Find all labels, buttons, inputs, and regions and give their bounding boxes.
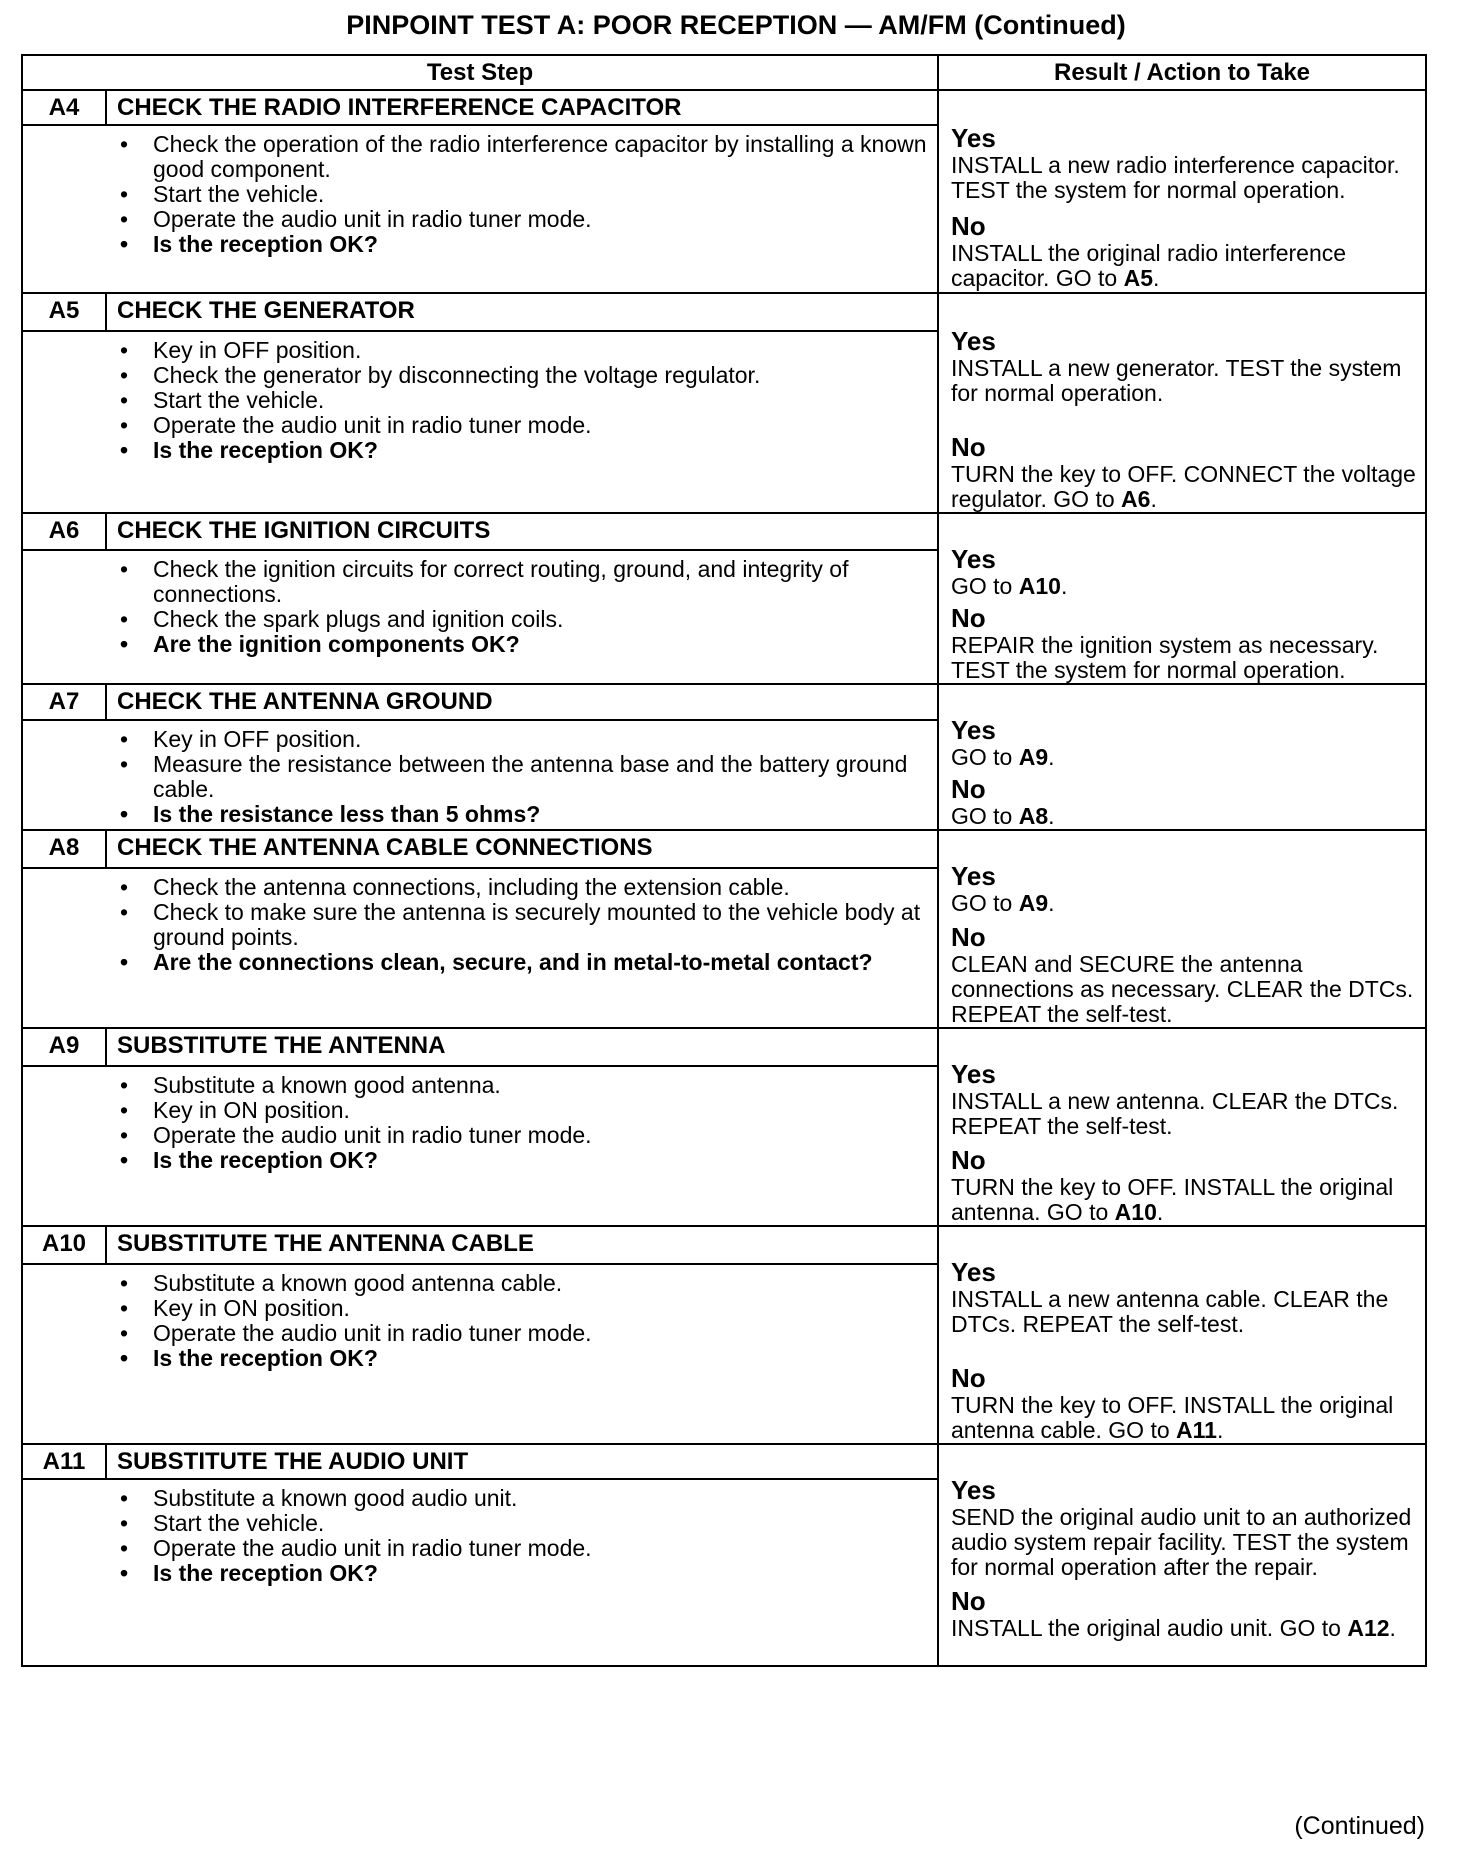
yes-label: Yes [951,715,996,745]
step-bullet: • Operate the audio unit in radio tuner mode. [153,1123,937,1148]
step-bullet: • Check the antenna connections, including the extension cable. [153,875,937,900]
step-id: A6 [22,513,106,550]
step-id: A5 [22,293,106,331]
no-action-text: REPAIR the ignition system as necessary. TEST the system for normal operation. [951,632,1379,683]
step-bullet: • Operate the audio unit in radio tuner mode. [153,413,937,438]
table-header-row [22,55,1426,90]
yes-action-text: INSTALL a new radio interference capacitor. TEST the system for normal operation. [951,152,1400,203]
step-bullet: • Key in ON position. [153,1296,937,1321]
yes-action [951,1505,1417,1580]
step-result [938,1444,1426,1666]
no-step-ref: A10 [1114,1199,1157,1225]
result-content [951,831,1417,1027]
step-title-row [22,1226,1426,1264]
no-label: No [951,774,986,804]
step-result [938,830,1426,1028]
step-result [938,513,1426,684]
yes-label: Yes [951,1059,996,1089]
step-bullets [23,1271,937,1371]
step-title: CHECK THE RADIO INTERFERENCE CAPACITOR [106,90,938,125]
yes-action-text: GO to [951,744,1013,770]
step-bullets [23,727,937,827]
yes-action-text: INSTALL a new antenna. CLEAR the DTCs. REPEAT the self-test. [951,1088,1399,1139]
yes-step-ref: A9 [1018,744,1049,770]
step-result [938,90,1426,293]
no-action-end: . [1389,1615,1396,1641]
header-result: Result / Action to Take [938,55,1426,90]
step-question: • Is the resistance less than 5 ohms? [153,802,937,827]
step-bullet: • Substitute a known good antenna cable. [153,1271,937,1296]
yes-label: Yes [951,326,996,356]
yes-label: Yes [951,1475,996,1505]
step-question: • Is the reception OK? [153,1148,937,1173]
no-action [951,1616,1417,1641]
no-label: No [951,603,986,633]
step-body [22,331,938,513]
no-label: No [951,432,986,462]
result-content [951,514,1417,683]
no-action-text: TURN the key to OFF. INSTALL the original antenna cable. GO to [951,1392,1394,1443]
step-bullet: • Check to make sure the antenna is securely mounted to the vehicle body at ground points. [153,900,937,950]
step-bullet: • Check the ignition circuits for correct routing, ground, and integrity of connections. [153,557,937,607]
step-body [22,125,938,293]
no-action-end: . [1153,265,1160,291]
step-title-row [22,293,1426,331]
no-action [951,804,1417,829]
no-label: No [951,1363,986,1393]
yes-action [951,1287,1417,1337]
no-label: No [951,211,986,241]
step-bullets [23,557,937,657]
step-body [22,720,938,830]
step-id: A10 [22,1226,106,1264]
yes-action-end: . [1060,573,1068,599]
result-content [951,91,1417,291]
step-bullet: • Operate the audio unit in radio tuner mode. [153,1536,937,1561]
no-action-end: . [1048,803,1055,829]
step-bullet: • Start the vehicle. [153,182,937,207]
step-bullets [23,1486,937,1586]
step-bullets [23,338,937,463]
step-bullet: • Substitute a known good antenna. [153,1073,937,1098]
yes-action-text: GO to [951,890,1013,916]
step-title-row [22,513,1426,550]
no-step-ref: A5 [1123,265,1153,291]
step-title: SUBSTITUTE THE ANTENNA CABLE [106,1226,938,1264]
step-bullet: • Operate the audio unit in radio tuner mode. [153,1321,937,1346]
no-action-end: . [1150,486,1157,512]
yes-label: Yes [951,123,996,153]
step-bullet: • Key in OFF position. [153,338,937,363]
yes-action-text: GO to [951,573,1013,599]
step-id: A4 [22,90,106,125]
step-body [22,1264,938,1444]
step-title: CHECK THE ANTENNA CABLE CONNECTIONS [106,830,938,868]
step-title: SUBSTITUTE THE AUDIO UNIT [106,1444,938,1479]
step-question: • Is the reception OK? [153,1561,937,1586]
yes-action [951,745,1417,770]
step-body [22,550,938,684]
step-result [938,1028,1426,1226]
step-question: • Are the ignition components OK? [153,632,937,657]
step-bullet: • Check the generator by disconnecting the voltage regulator. [153,363,937,388]
step-result [938,684,1426,830]
step-result [938,1226,1426,1444]
yes-action [951,574,1417,599]
yes-step-ref: A9 [1018,890,1049,916]
step-bullet: • Operate the audio unit in radio tuner mode. [153,207,937,232]
no-action-text: GO to [951,803,1013,829]
yes-action-text: SEND the original audio unit to an authorized audio system repair facility. TEST the system for normal operation after the repair. [951,1504,1412,1580]
step-title: CHECK THE ANTENNA GROUND [106,684,938,720]
no-step-ref: A11 [1176,1417,1217,1443]
result-content [951,1445,1417,1641]
yes-action-end: . [1048,890,1055,916]
yes-label: Yes [951,1257,996,1287]
yes-step-ref: A10 [1018,573,1061,599]
page-title: PINPOINT TEST A: POOR RECEPTION — AM/FM (Continued) [346,10,1126,40]
no-action [951,952,1417,1027]
step-bullet: • Key in OFF position. [153,727,937,752]
pinpoint-test-table [21,54,1427,1667]
step-id: A9 [22,1028,106,1066]
step-title-row [22,830,1426,868]
result-content [951,685,1417,829]
step-title-row [22,684,1426,720]
result-content [951,1029,1417,1225]
step-title: CHECK THE GENERATOR [106,293,938,331]
step-title: CHECK THE IGNITION CIRCUITS [106,513,938,550]
no-action-text: TURN the key to OFF. INSTALL the original antenna. GO to [951,1174,1394,1225]
step-id: A7 [22,684,106,720]
step-id: A8 [22,830,106,868]
result-content [951,294,1417,512]
yes-action [951,356,1417,406]
step-question: • Is the reception OK? [153,438,937,463]
no-action-text: INSTALL the original radio interference capacitor. GO to [951,240,1347,291]
step-id: A11 [22,1444,106,1479]
step-title-row [22,90,1426,125]
step-bullets [23,132,937,257]
yes-action [951,1089,1417,1139]
no-action-end: . [1216,1417,1224,1443]
no-step-ref: A8 [1018,803,1049,829]
step-bullet: • Measure the resistance between the antenna base and the battery ground cable. [153,752,937,802]
step-body [22,1066,938,1226]
step-bullet: • Check the spark plugs and ignition coils. [153,607,937,632]
yes-action [951,153,1417,203]
no-action [951,633,1417,683]
yes-action-end: . [1048,744,1055,770]
no-step-ref: A6 [1121,486,1151,512]
no-label: No [951,1145,986,1175]
no-action [951,241,1417,291]
yes-action-text: INSTALL a new generator. TEST the system for normal operation. [951,355,1402,406]
no-label: No [951,1586,986,1616]
step-bullet: • Check the operation of the radio interference capacitor by installing a known good component. [153,132,937,182]
step-title-row [22,1028,1426,1066]
header-test-step: Test Step [22,55,938,90]
no-action-text: CLEAN and SECURE the antenna connections as necessary. CLEAR the DTCs. REPEAT the self-test. [951,951,1414,1027]
no-action-text: TURN the key to OFF. CONNECT the voltage regulator. GO to [951,461,1416,512]
yes-action [951,891,1417,916]
step-bullet: • Start the vehicle. [153,388,937,413]
no-action [951,1393,1417,1443]
step-question: • Is the reception OK? [153,1346,937,1371]
step-question: • Is the reception OK? [153,232,937,257]
no-action-end: . [1156,1199,1164,1225]
step-title: SUBSTITUTE THE ANTENNA [106,1028,938,1066]
yes-action-text: INSTALL a new antenna cable. CLEAR the DTCs. REPEAT the self-test. [951,1286,1389,1337]
step-result [938,293,1426,513]
step-bullet: • Substitute a known good audio unit. [153,1486,937,1511]
no-action-text: INSTALL the original audio unit. GO to [951,1615,1341,1641]
result-content [951,1227,1417,1443]
yes-label: Yes [951,544,996,574]
step-question: • Are the connections clean, secure, and in metal-to-metal contact? [153,950,937,975]
step-body [22,1479,938,1666]
no-action [951,1175,1417,1225]
step-bullets [23,1073,937,1173]
step-bullets [23,875,937,975]
no-step-ref: A12 [1347,1615,1390,1641]
step-title-row [22,1444,1426,1479]
step-bullet: • Start the vehicle. [153,1511,937,1536]
step-body [22,868,938,1028]
no-action [951,462,1417,512]
step-bullet: • Key in ON position. [153,1098,937,1123]
no-label: No [951,922,986,952]
yes-label: Yes [951,861,996,891]
continued-note: (Continued) [1294,1812,1425,1840]
